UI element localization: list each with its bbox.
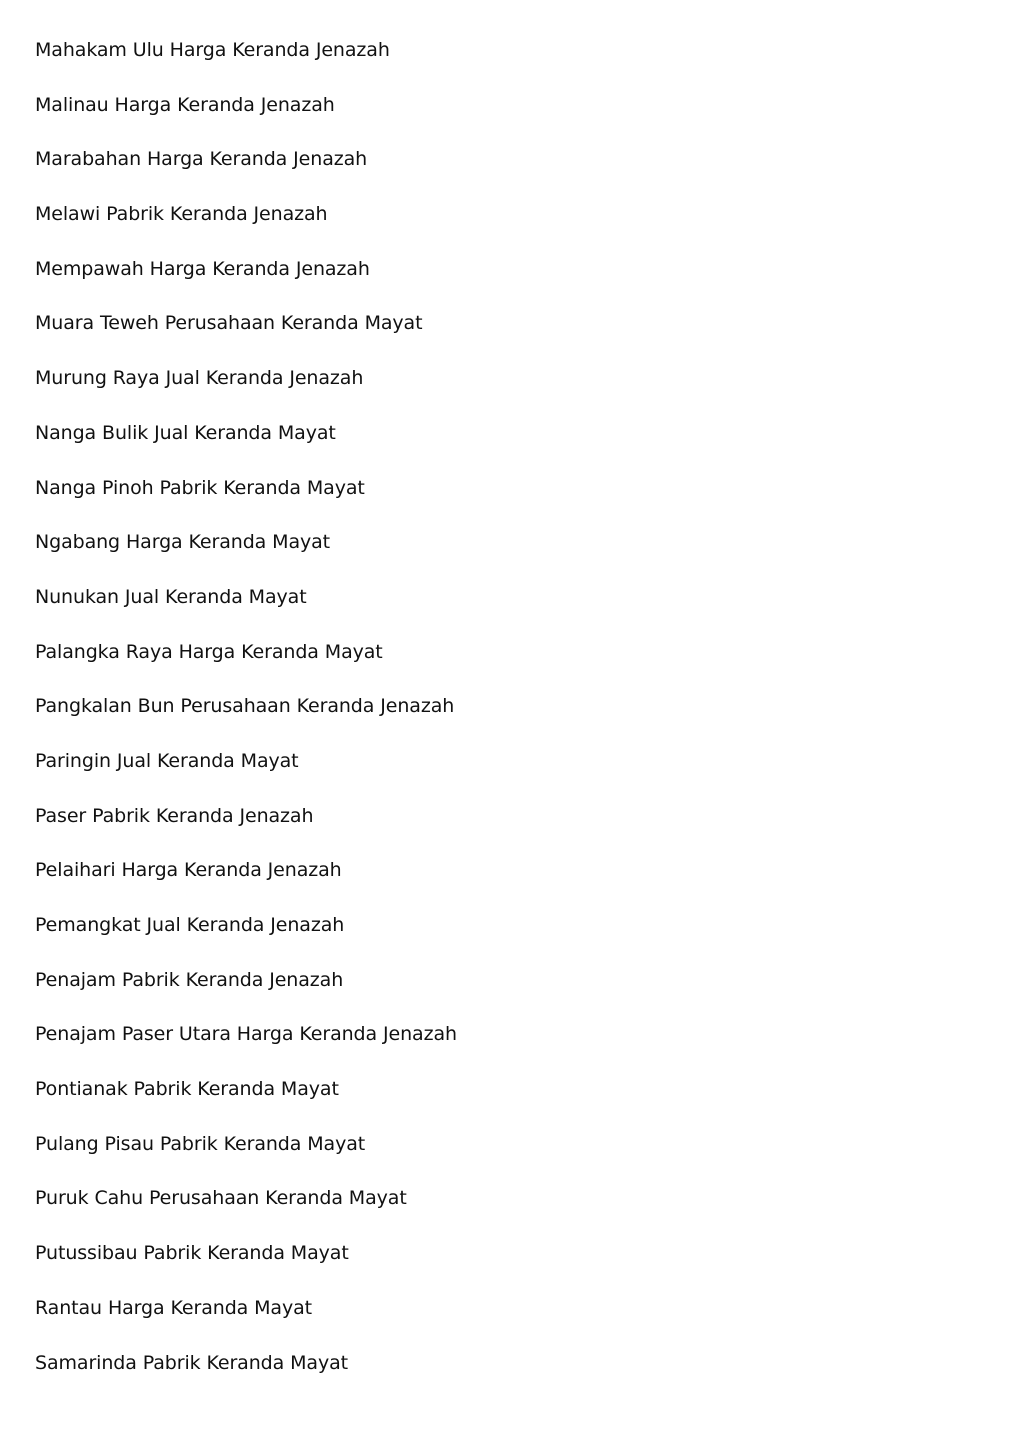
list-item: Nanga Pinoh Pabrik Keranda Mayat [35, 476, 365, 499]
list-item: Pemangkat Jual Keranda Jenazah [35, 914, 345, 936]
list-item: Muara Teweh Perusahaan Keranda Mayat [35, 312, 423, 335]
list-item: Samarinda Pabrik Keranda Mayat [35, 1351, 348, 1374]
list-item: Putussibau Pabrik Keranda Mayat [35, 1242, 349, 1265]
list-item: Nunukan Jual Keranda Mayat [35, 585, 307, 608]
list-item: Mempawah Harga Keranda Jenazah [35, 257, 370, 280]
list-item: Nanga Bulik Jual Keranda Mayat [35, 421, 336, 444]
list-item: Pelaihari Harga Keranda Jenazah [35, 859, 342, 882]
list-item: Pangkalan Bun Perusahaan Keranda Jenazah [35, 695, 455, 718]
list-item: Marabahan Harga Keranda Jenazah [35, 148, 368, 171]
keyword-list [35, 36, 457, 1403]
list-item: Murung Raya Jual Keranda Jenazah [35, 367, 364, 390]
list-item: Mahakam Ulu Harga Keranda Jenazah [35, 39, 390, 61]
list-item: Malinau Harga Keranda Jenazah [35, 93, 335, 116]
list-item: Pulang Pisau Pabrik Keranda Mayat [35, 1132, 366, 1155]
list-item: Rantau Harga Keranda Mayat [35, 1296, 313, 1319]
list-item: Palangka Raya Harga Keranda Mayat [35, 640, 383, 663]
list-item: Penajam Pabrik Keranda Jenazah [35, 968, 344, 991]
list-item: Melawi Pabrik Keranda Jenazah [35, 203, 328, 226]
list-item: Puruk Cahu Perusahaan Keranda Mayat [35, 1187, 407, 1210]
list-item: Penajam Paser Utara Harga Keranda Jenazah [35, 1023, 457, 1046]
list-item: Paser Pabrik Keranda Jenazah [35, 804, 314, 827]
list-item: Paringin Jual Keranda Mayat [35, 749, 299, 772]
list-item: Ngabang Harga Keranda Mayat [35, 531, 331, 554]
list-item: Pontianak Pabrik Keranda Mayat [35, 1078, 339, 1101]
